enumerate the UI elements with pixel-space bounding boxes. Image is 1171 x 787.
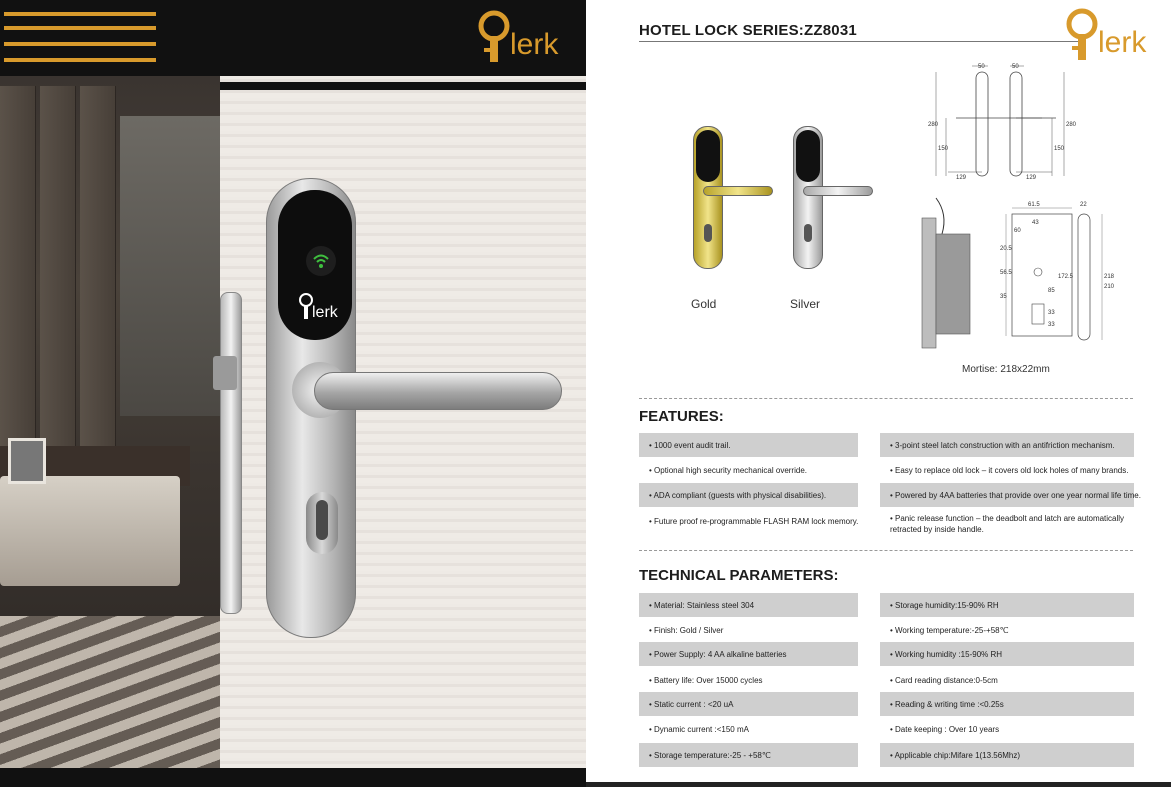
silver-lock-image [793, 126, 873, 276]
tech-param-item: • Static current : <20 uA [639, 692, 858, 716]
dim-label: 172.5 [1058, 274, 1074, 280]
strike-plate [220, 292, 242, 614]
svg-text:lerk: lerk [510, 28, 559, 61]
dim-label: 60 [1014, 228, 1021, 234]
brand-logo-icon [476, 8, 576, 68]
front-view-drawing [926, 62, 1076, 180]
dim-label: 50 [1012, 64, 1019, 70]
feature-item: • Future proof re-programmable FLASH RAM lock memory. [649, 516, 859, 526]
mortise-drawing [918, 194, 1118, 354]
tech-param-item: • Storage humidity:15-90% RH [880, 593, 1134, 617]
decor-bar [4, 26, 156, 30]
title-divider [639, 41, 1079, 42]
dim-label: 61.5 [1028, 202, 1040, 208]
photo-footer-band [0, 768, 586, 787]
svg-text:lerk: lerk [1098, 26, 1147, 59]
tech-param-item: • Finish: Gold / Silver [649, 625, 724, 635]
feature-item: • Powered by 4AA batteries that provide over one year normal life time. [880, 483, 1134, 507]
spec-footer-band [586, 782, 1171, 787]
dim-label: 56.5 [1000, 270, 1012, 276]
feature-item: • 1000 event audit trail. [639, 433, 858, 457]
feature-item: • 3-point steel latch construction with an antifriction mechanism. [880, 433, 1134, 457]
features-title: FEATURES: [639, 408, 724, 425]
tech-params-title: TECHNICAL PARAMETERS: [639, 567, 839, 584]
page-title: HOTEL LOCK SERIES:ZZ8031 [639, 22, 857, 39]
dim-label: 280 [1066, 122, 1076, 128]
variant-label-gold: Gold [691, 297, 717, 311]
section-divider [639, 550, 1133, 551]
tech-param-item: • Material: Stainless steel 304 [639, 593, 858, 617]
tech-param-item: • Battery life: Over 15000 cycles [649, 675, 763, 685]
tech-param-item: • Storage temperature:-25 - +58℃ [639, 743, 858, 767]
dim-label: 129 [1026, 175, 1037, 180]
dim-label: 129 [956, 175, 967, 180]
tech-param-item: • Date keeping : Over 10 years [890, 724, 1000, 734]
dim-label: 218 [1104, 274, 1115, 280]
lever-handle [314, 372, 562, 410]
gold-lock-image [693, 126, 773, 276]
feature-item: • Panic release function – the deadbolt and latch are automatically retracted by inside handle. [890, 514, 1125, 534]
svg-text:lerk: lerk [312, 304, 338, 321]
decor-bar [4, 58, 156, 62]
dim-label: 280 [928, 122, 939, 128]
dim-label: 150 [1054, 146, 1065, 152]
dim-label: 33 [1048, 322, 1055, 328]
tech-param-item: • Card reading distance:0-5cm [890, 675, 998, 685]
dim-label: 35 [1000, 294, 1007, 300]
decor-bar [4, 42, 156, 46]
decor-bar [4, 12, 156, 16]
brand-logo-icon [298, 292, 348, 322]
dim-label: 43 [1032, 220, 1039, 226]
feature-item: • ADA compliant (guests with physical disabilities). [639, 483, 858, 507]
dim-label: 20.5 [1000, 246, 1012, 252]
dim-label: 33 [1048, 310, 1055, 316]
wifi-icon [306, 246, 336, 276]
dim-label: 150 [938, 146, 949, 152]
dim-label: 210 [1104, 284, 1115, 290]
feature-item: • Optional high security mechanical override. [649, 465, 807, 475]
latch-bolt [213, 356, 237, 390]
variant-label-silver: Silver [790, 297, 821, 311]
tech-param-item: • Working humidity :15-90% RH [880, 642, 1134, 666]
mortise-caption: Mortise: 218x22mm [962, 364, 1050, 375]
dim-label: 50 [978, 64, 985, 70]
brand-logo-icon [1064, 6, 1164, 66]
feature-item: • Easy to replace old lock – it covers old lock holes of many brands. [890, 465, 1129, 475]
section-divider [639, 398, 1133, 399]
tech-param-item: • Reading & writing time :<0.25s [880, 692, 1134, 716]
tech-param-item: • Dynamic current :<150 mA [649, 724, 749, 734]
tech-param-item: • Working temperature:-25-+58℃ [890, 625, 1009, 635]
hotel-room-background [0, 76, 230, 768]
tech-param-item: • Power Supply: 4 AA alkaline batteries [639, 642, 858, 666]
dim-label: 22 [1080, 202, 1087, 208]
tech-param-item: • Applicable chip:Mifare 1(13.56Mhz) [880, 743, 1134, 767]
dim-label: 85 [1048, 288, 1055, 294]
